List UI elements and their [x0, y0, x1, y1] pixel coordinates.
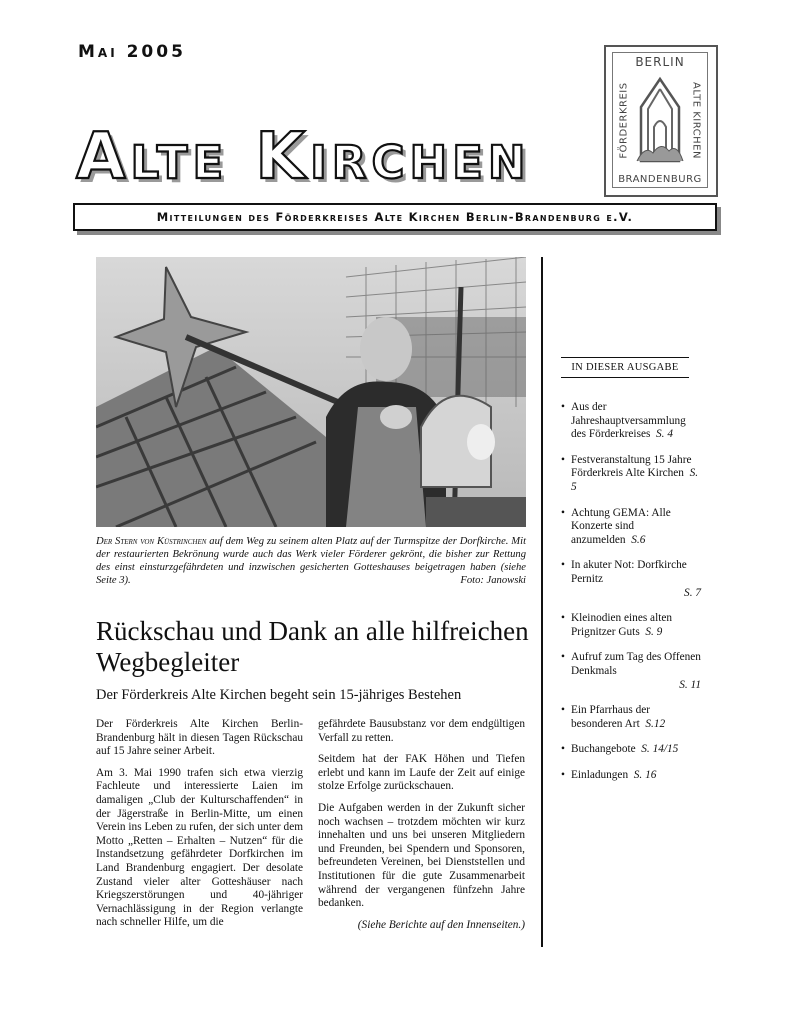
toc-item: [561, 769, 701, 783]
toc-item: [561, 612, 701, 639]
toc-item: [561, 743, 701, 757]
toc-item-page: S. 14/15: [641, 743, 679, 756]
article-headline: Rückschau und Dank an alle hilfreichen Wegbegleiter: [96, 616, 529, 677]
toc-item-title: Aus der Jahreshauptversammlung des Förderkreises: [571, 401, 686, 441]
article-signoff: (Siehe Berichte auf den Innenseiten.): [357, 918, 525, 931]
toc-item-page: S. 7: [684, 586, 701, 599]
photo-caption-lead: Der Stern von Küstrinchen: [96, 536, 207, 547]
photo-illustration: [96, 257, 526, 527]
logo-text-right: ALTE KIRCHEN: [690, 82, 702, 159]
issue-date: Mai 2005: [78, 42, 186, 62]
masthead-subtitle: Mitteilungen des Förderkreises Alte Kirchen Berlin-Brandenburg e.V.: [156, 210, 634, 224]
toc-item-title: Kleinodien eines alten Prignitzer Guts: [571, 612, 673, 638]
toc-item: [561, 507, 701, 548]
toc-title: IN DIESER AUSGABE: [561, 357, 689, 378]
photo-credit: Foto: Janowski: [460, 575, 526, 586]
association-logo: [604, 45, 718, 197]
toc-item-title: Buchangebote: [571, 743, 636, 756]
toc-item-page: S.12: [645, 717, 666, 730]
article-column-2: [318, 718, 525, 932]
article-paragraph: Seitdem hat der FAK Höhen und Tiefen erlebt und kann im Laufe der Zeit auf einige stolze Erfolge zurückschauen.: [318, 753, 525, 793]
article-paragraph: Der Förderkreis Alte Kirchen Berlin-Brandenburg hält in diesen Tagen Rückschau auf 15 Jahre seiner Arbeit.: [96, 718, 303, 758]
logo-frame: [612, 52, 708, 188]
article-paragraph: Die Aufgaben werden in der Zukunft sicher noch wachsen – trotzdem möchten wir kurz innehalten und uns bei unseren Mitgliedern und Freunden, bei Spendern und Sponsoren, befreundeten Vereinen, bei Dienststellen und Institutionen für die gute Zusammenarbeit während der vergangenen fünfzehn Jahre bedanken.: [318, 801, 525, 910]
toc-item: [561, 454, 701, 495]
toc-item-page: S. 5: [571, 467, 699, 493]
photo-caption-text: auf dem Weg zu seinem alten Platz auf der Turmspitze der Dorfkirche. Mit der restaurierten Bekrönung wurde auch das Werk vieler Förderer gekrönt, die bisher zur Rettung des einst einsturzgefährdeten und inzwischen gesicherten Gotteshauses beigetragen haben (siehe Seite 3).: [96, 536, 527, 586]
toc-item-page: S. 11: [679, 678, 701, 691]
photo-caption: [96, 535, 526, 587]
toc-item-page: S. 9: [645, 625, 663, 638]
toc-item-title: Achtung GEMA: Alle Konzerte sind anzumelden: [571, 506, 671, 546]
article-paragraph: gefährdete Bausubstanz vor dem endgültigen Verfall zu retten.: [318, 718, 525, 744]
sidebar-divider: [541, 257, 543, 947]
toc-item-page: S. 4: [656, 428, 673, 441]
masthead-subtitle-bar: [73, 203, 717, 231]
logo-text-left: FÖRDERKREIS: [618, 82, 630, 159]
article-paragraph: Am 3. Mai 1990 trafen sich etwa vierzig Fachleute und interessierte Laien im damaligen „Club der Kulturschaffenden“ in der Jägerstraße in Berlin-Mitte, um einen Verein ins Leben zu rufen, der sich unter dem Motto „Retten – Erhalten – Nutzen“ für die Instandsetzung gefährdeter Dorfkirchen im Land Brandenburg engagiert. Der desolate Zustand vieler alter Gotteshäuser nach Kriegszerstörungen und 40-jähriger Vernachlässigung in der Region verlangte nach schneller Hilfe, um die: [96, 766, 303, 929]
masthead-title: Alte Kirchen: [76, 120, 531, 194]
table-of-contents: [561, 401, 701, 794]
toc-item-title: Einladungen: [571, 768, 629, 781]
toc-item-page: S. 16: [633, 768, 657, 781]
logo-text-bottom: BRANDENBURG: [618, 174, 702, 185]
church-icon: [635, 75, 685, 165]
toc-item: [561, 559, 701, 600]
logo-text-top: BERLIN: [635, 55, 685, 69]
article-subheadline: Der Förderkreis Alte Kirchen begeht sein 15-jähriges Bestehen: [96, 687, 462, 703]
toc-item: [561, 651, 701, 692]
toc-item-title: Ein Pfarrhaus der besonderen Art: [571, 704, 651, 730]
toc-item-title: Festveranstaltung 15 Jahre Förderkreis Alte Kirchen: [571, 453, 692, 480]
cover-photo: [96, 257, 526, 527]
toc-item: [561, 401, 701, 442]
toc-item-title: Aufruf zum Tag des Offenen Denkmals: [571, 651, 701, 677]
article-column-1: [96, 718, 303, 938]
toc-item: [561, 704, 701, 731]
toc-item-page: S.6: [631, 533, 646, 546]
toc-item-title: In akuter Not: Dorfkirche Pernitz: [571, 559, 687, 585]
